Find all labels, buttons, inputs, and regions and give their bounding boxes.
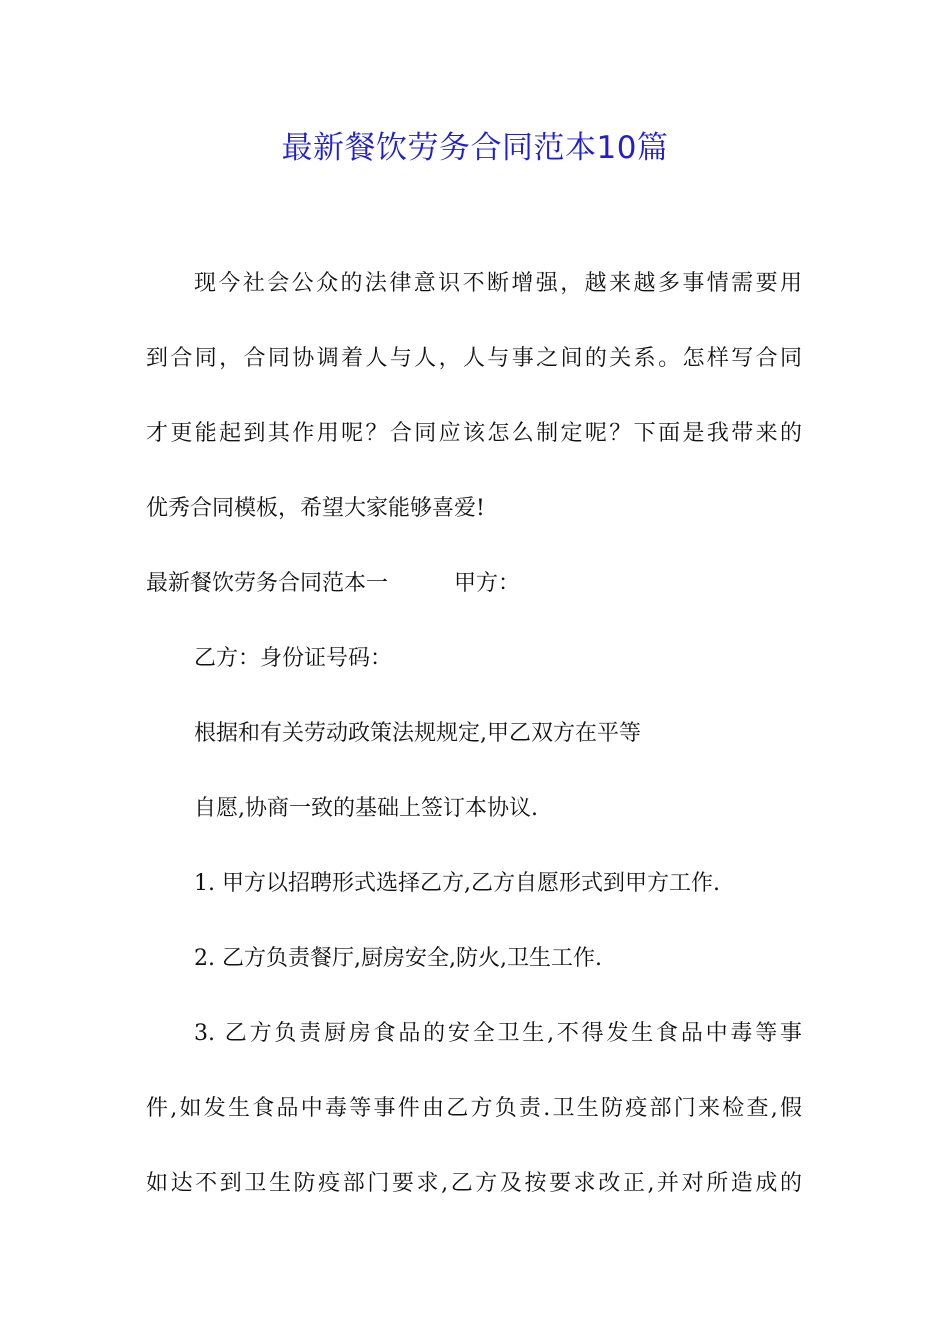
paragraph-line: 自愿,协商一致的基础上签订本协议.: [194, 796, 538, 821]
paragraph-line: 到合同，合同协调着人与人，人与事之间的关系。怎样写合同: [146, 346, 802, 371]
clause-item: 3. 乙方负责厨房食品的安全卫生,不得发生食品中毒等事: [194, 1021, 802, 1046]
paragraph-line: 现今社会公众的法律意识不断增强，越来越多事情需要用: [194, 271, 802, 296]
clause-item: 1. 甲方以招聘形式选择乙方,乙方自愿形式到甲方工作.: [194, 871, 720, 896]
paragraph-line: 根据和有关劳动政策法规规定,甲乙双方在平等: [194, 721, 641, 746]
section-heading-line: 最新餐饮劳务合同范本一 甲方：: [146, 571, 521, 596]
paragraph-line: 件,如发生食品中毒等事件由乙方负责.卫生防疫部门来检查,假: [146, 1096, 802, 1121]
clause-item: 2. 乙方负责餐厅,厨房安全,防火,卫生工作.: [194, 946, 602, 971]
paragraph-line: 才更能起到其作用呢？合同应该怎么制定呢？下面是我带来的: [146, 421, 802, 446]
paragraph-line: 优秀合同模板，希望大家能够喜爱!: [146, 496, 485, 521]
paragraph-line: 乙方：身份证号码：: [194, 646, 393, 671]
paragraph-line: 如达不到卫生防疫部门要求,乙方及按要求改正,并对所造成的: [146, 1171, 802, 1196]
document-title: 最新餐饮劳务合同范本10篇: [281, 130, 669, 166]
